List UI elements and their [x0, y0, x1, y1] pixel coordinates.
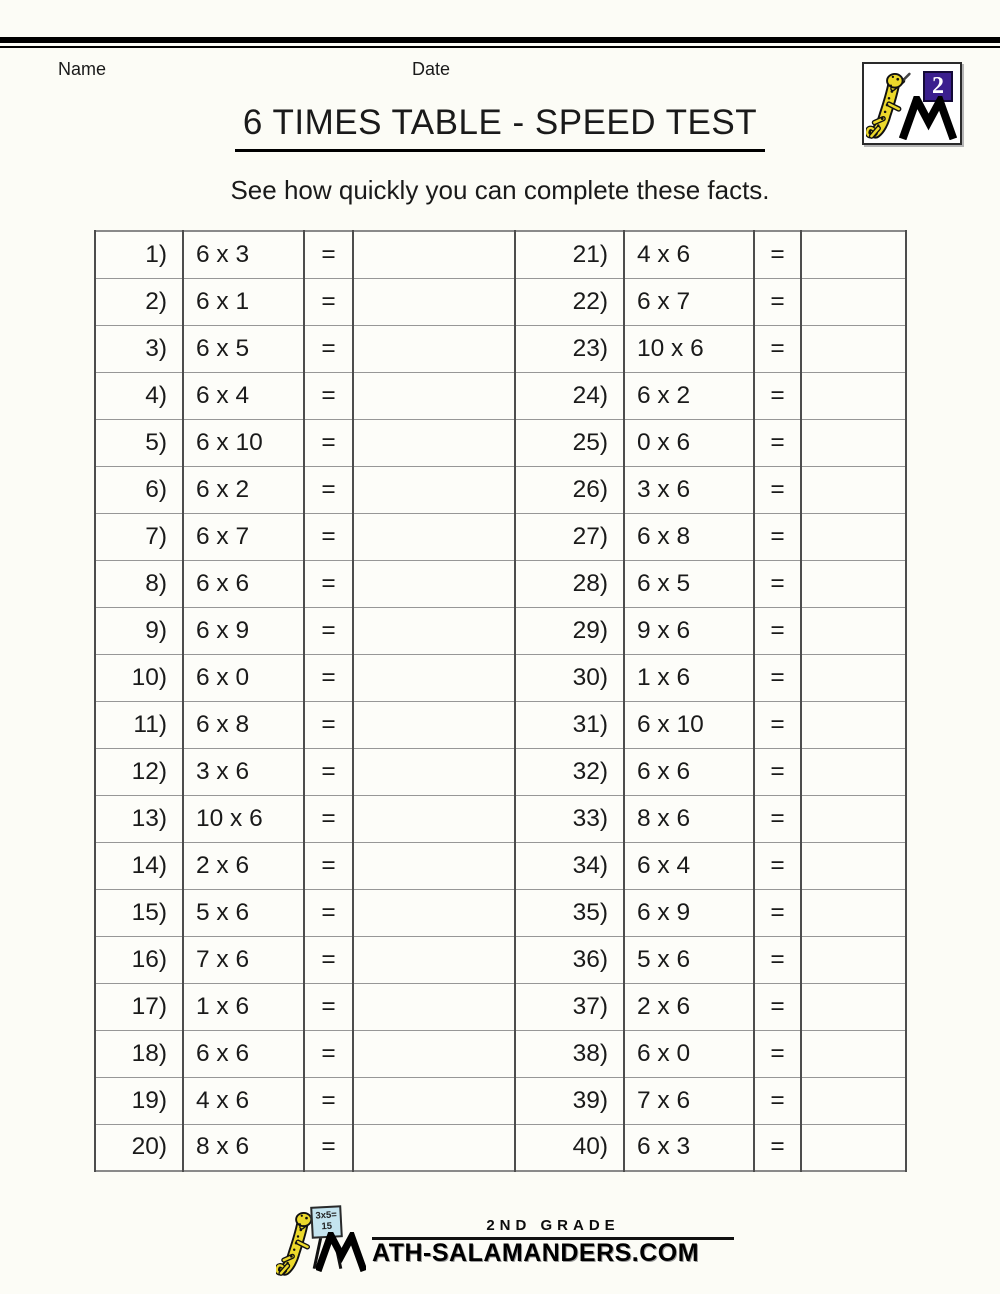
- problem-number: 20): [95, 1124, 183, 1171]
- answer-blank: [801, 936, 906, 983]
- problem-expression: 6 x 9: [624, 889, 754, 936]
- answer-blank: [353, 701, 515, 748]
- equals-sign: =: [304, 701, 353, 748]
- problem-number: 4): [95, 372, 183, 419]
- problem-number: 35): [515, 889, 624, 936]
- answer-blank: [353, 560, 515, 607]
- equals-sign: =: [754, 701, 801, 748]
- table-row: [95, 748, 906, 795]
- problem-expression: 6 x 8: [624, 513, 754, 560]
- table-row: [95, 231, 906, 278]
- problem-number: 28): [515, 560, 624, 607]
- date-label: Date: [412, 59, 451, 79]
- table-row: [95, 278, 906, 325]
- equals-sign: =: [754, 889, 801, 936]
- problem-expression: 3 x 6: [183, 748, 304, 795]
- answer-blank: [801, 419, 906, 466]
- equals-sign: =: [754, 419, 801, 466]
- equals-sign: =: [754, 513, 801, 560]
- name-label: Name: [58, 59, 107, 79]
- answer-blank: [353, 231, 515, 278]
- problem-expression: 10 x 6: [624, 325, 754, 372]
- problem-expression: 3 x 6: [624, 466, 754, 513]
- problem-number: 26): [515, 466, 624, 513]
- equals-sign: =: [304, 607, 353, 654]
- problem-expression: 6 x 6: [624, 748, 754, 795]
- problem-expression: 0 x 6: [624, 419, 754, 466]
- answer-blank: [353, 1030, 515, 1077]
- answer-blank: [353, 936, 515, 983]
- table-row: [95, 560, 906, 607]
- problem-expression: 2 x 6: [183, 842, 304, 889]
- table-row: [95, 1030, 906, 1077]
- equals-sign: =: [754, 1030, 801, 1077]
- answer-blank: [801, 278, 906, 325]
- table-row: [95, 936, 906, 983]
- problem-number: 3): [95, 325, 183, 372]
- problem-expression: 6 x 10: [624, 701, 754, 748]
- answer-blank: [353, 983, 515, 1030]
- equals-sign: =: [754, 654, 801, 701]
- problem-number: 34): [515, 842, 624, 889]
- problem-expression: 6 x 2: [183, 466, 304, 513]
- equals-sign: =: [754, 466, 801, 513]
- answer-blank: [353, 419, 515, 466]
- equals-sign: =: [754, 842, 801, 889]
- answer-blank: [801, 1030, 906, 1077]
- answer-blank: [353, 513, 515, 560]
- answer-blank: [801, 231, 906, 278]
- problem-expression: 6 x 5: [624, 560, 754, 607]
- equals-sign: =: [304, 983, 353, 1030]
- problem-expression: 6 x 7: [183, 513, 304, 560]
- problem-expression: 6 x 4: [183, 372, 304, 419]
- problem-expression: 7 x 6: [624, 1077, 754, 1124]
- problem-number: 25): [515, 419, 624, 466]
- equals-sign: =: [304, 1124, 353, 1171]
- problem-number: 17): [95, 983, 183, 1030]
- table-row: [95, 466, 906, 513]
- table-row: [95, 607, 906, 654]
- problem-number: 29): [515, 607, 624, 654]
- answer-blank: [353, 889, 515, 936]
- problem-number: 24): [515, 372, 624, 419]
- problem-number: 37): [515, 983, 624, 1030]
- m-glyph-icon: [316, 1232, 366, 1272]
- table-row: [95, 795, 906, 842]
- equals-sign: =: [754, 231, 801, 278]
- answer-blank: [801, 607, 906, 654]
- problem-number: 14): [95, 842, 183, 889]
- problem-expression: 2 x 6: [624, 983, 754, 1030]
- problem-number: 21): [515, 231, 624, 278]
- footer-logo-art: [276, 1205, 372, 1281]
- problem-expression: 4 x 6: [183, 1077, 304, 1124]
- problem-expression: 10 x 6: [183, 795, 304, 842]
- answer-blank: [801, 1077, 906, 1124]
- answer-blank: [353, 654, 515, 701]
- answer-blank: [353, 748, 515, 795]
- equals-sign: =: [754, 795, 801, 842]
- problem-number: 5): [95, 419, 183, 466]
- top-rule-thin: [0, 46, 1000, 48]
- equals-sign: =: [304, 795, 353, 842]
- problem-expression: 6 x 2: [624, 372, 754, 419]
- problem-expression: 1 x 6: [183, 983, 304, 1030]
- problem-expression: 6 x 4: [624, 842, 754, 889]
- problem-expression: 6 x 6: [183, 1030, 304, 1077]
- problem-number: 18): [95, 1030, 183, 1077]
- answer-blank: [801, 513, 906, 560]
- problem-number: 6): [95, 466, 183, 513]
- problem-number: 16): [95, 936, 183, 983]
- problem-number: 15): [95, 889, 183, 936]
- equals-sign: =: [754, 983, 801, 1030]
- problem-number: 33): [515, 795, 624, 842]
- equals-sign: =: [754, 748, 801, 795]
- equals-sign: =: [304, 1030, 353, 1077]
- problem-expression: 5 x 6: [624, 936, 754, 983]
- equals-sign: =: [754, 1124, 801, 1171]
- equals-sign: =: [304, 466, 353, 513]
- answer-blank: [353, 607, 515, 654]
- equals-sign: =: [304, 325, 353, 372]
- problem-expression: 6 x 7: [624, 278, 754, 325]
- problem-number: 22): [515, 278, 624, 325]
- answer-blank: [353, 1077, 515, 1124]
- answer-blank: [353, 795, 515, 842]
- problem-number: 9): [95, 607, 183, 654]
- problem-number: 1): [95, 231, 183, 278]
- table-row: [95, 419, 906, 466]
- problem-number: 36): [515, 936, 624, 983]
- equals-sign: =: [754, 560, 801, 607]
- equals-sign: =: [304, 842, 353, 889]
- answer-blank: [353, 842, 515, 889]
- problem-expression: 9 x 6: [624, 607, 754, 654]
- problem-number: 39): [515, 1077, 624, 1124]
- problems-table: [94, 230, 907, 1172]
- answer-blank: [353, 278, 515, 325]
- table-row: [95, 372, 906, 419]
- answer-blank: [801, 795, 906, 842]
- problem-expression: 4 x 6: [624, 231, 754, 278]
- table-row: [95, 1077, 906, 1124]
- table-row: [95, 1124, 906, 1171]
- problem-number: 32): [515, 748, 624, 795]
- problem-expression: 6 x 1: [183, 278, 304, 325]
- problem-expression: 6 x 6: [183, 560, 304, 607]
- equals-sign: =: [304, 748, 353, 795]
- problem-number: 13): [95, 795, 183, 842]
- problem-expression: 6 x 9: [183, 607, 304, 654]
- equals-sign: =: [304, 889, 353, 936]
- equals-sign: =: [304, 278, 353, 325]
- board-line1: 3x5=: [315, 1209, 338, 1222]
- problem-number: 31): [515, 701, 624, 748]
- board-line2: 15: [321, 1220, 333, 1233]
- problem-expression: 7 x 6: [183, 936, 304, 983]
- equals-sign: =: [304, 936, 353, 983]
- answer-blank: [353, 325, 515, 372]
- problem-expression: 6 x 0: [624, 1030, 754, 1077]
- page-title: 6 TIMES TABLE - SPEED TEST: [235, 103, 765, 152]
- equals-sign: =: [304, 1077, 353, 1124]
- site-name-text: ATH-SALAMANDERS.COM: [372, 1239, 700, 1267]
- answer-blank: [801, 983, 906, 1030]
- problem-expression: 6 x 10: [183, 419, 304, 466]
- page-title-wrap: [0, 103, 1000, 152]
- problem-number: 12): [95, 748, 183, 795]
- answer-blank: [801, 654, 906, 701]
- answer-blank: [801, 748, 906, 795]
- problem-number: 7): [95, 513, 183, 560]
- table-row: [95, 983, 906, 1030]
- problem-number: 38): [515, 1030, 624, 1077]
- table-row: [95, 654, 906, 701]
- equals-sign: =: [304, 654, 353, 701]
- problem-expression: 6 x 0: [183, 654, 304, 701]
- answer-blank: [353, 372, 515, 419]
- problem-number: 10): [95, 654, 183, 701]
- equals-sign: =: [754, 372, 801, 419]
- problem-expression: 8 x 6: [624, 795, 754, 842]
- table-row: [95, 842, 906, 889]
- table-row: [95, 701, 906, 748]
- answer-blank: [801, 325, 906, 372]
- equals-sign: =: [304, 513, 353, 560]
- page-subtitle: See how quickly you can complete these facts.: [230, 175, 770, 205]
- problem-number: 30): [515, 654, 624, 701]
- problem-expression: 6 x 3: [624, 1124, 754, 1171]
- answer-blank: [353, 466, 515, 513]
- problem-number: 23): [515, 325, 624, 372]
- equals-sign: =: [304, 560, 353, 607]
- answer-blank: [353, 1124, 515, 1171]
- equals-sign: =: [304, 372, 353, 419]
- problems-tbody: [95, 231, 906, 1171]
- problem-expression: 6 x 5: [183, 325, 304, 372]
- equals-sign: =: [754, 1077, 801, 1124]
- equals-sign: =: [754, 325, 801, 372]
- equals-sign: =: [304, 231, 353, 278]
- problem-number: 8): [95, 560, 183, 607]
- answer-blank: [801, 701, 906, 748]
- table-row: [95, 889, 906, 936]
- answer-blank: [801, 889, 906, 936]
- answer-blank: [801, 466, 906, 513]
- problems-sheet: [94, 230, 907, 1172]
- problem-expression: 6 x 3: [183, 231, 304, 278]
- answer-blank: [801, 372, 906, 419]
- problem-expression: 1 x 6: [624, 654, 754, 701]
- grade-2-badge: 2: [923, 71, 953, 102]
- problem-number: 11): [95, 701, 183, 748]
- equals-sign: =: [304, 419, 353, 466]
- equals-sign: =: [754, 936, 801, 983]
- answer-blank: [801, 842, 906, 889]
- footer-brand: [276, 1205, 734, 1281]
- site-name: [372, 1241, 734, 1268]
- table-row: [95, 325, 906, 372]
- answer-blank: [801, 1124, 906, 1171]
- answer-blank: [801, 560, 906, 607]
- equals-sign: =: [754, 607, 801, 654]
- problem-number: 2): [95, 278, 183, 325]
- grade-text: 2ND GRADE: [486, 1217, 620, 1234]
- problem-number: 40): [515, 1124, 624, 1171]
- problem-expression: 6 x 8: [183, 701, 304, 748]
- equals-sign: =: [754, 278, 801, 325]
- top-rule-thick: [0, 37, 1000, 43]
- table-row: [95, 513, 906, 560]
- problem-expression: 8 x 6: [183, 1124, 304, 1171]
- footer-text: [372, 1205, 734, 1281]
- problem-number: 19): [95, 1077, 183, 1124]
- problem-expression: 5 x 6: [183, 889, 304, 936]
- problem-number: 27): [515, 513, 624, 560]
